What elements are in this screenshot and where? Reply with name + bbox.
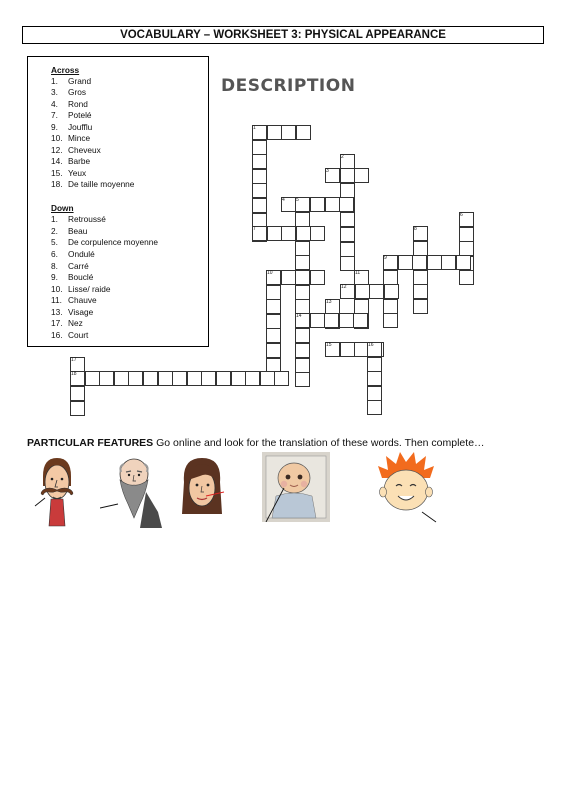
crossword-cell[interactable] — [340, 256, 355, 271]
crossword-cell[interactable] — [310, 226, 325, 241]
crossword-number: 10 — [267, 270, 273, 276]
crossword-cell[interactable] — [354, 168, 369, 183]
crossword-cell[interactable] — [295, 343, 310, 358]
crossword-number: 13 — [326, 299, 332, 305]
crossword-cell[interactable] — [384, 284, 399, 299]
crossword-cell[interactable] — [70, 386, 85, 401]
crossword-cell[interactable] — [353, 313, 368, 328]
crossword-cell[interactable] — [413, 241, 428, 256]
crossword-cell[interactable] — [367, 400, 382, 415]
clue-word: Barbe — [68, 156, 91, 166]
crossword-cell[interactable] — [266, 328, 281, 343]
crossword-cell[interactable] — [252, 140, 267, 155]
features-heading: PARTICULAR FEATURES — [27, 437, 154, 449]
crossword-cell[interactable] — [295, 212, 310, 227]
crossword-cell[interactable] — [296, 226, 311, 241]
clue-num: 10. — [51, 133, 63, 143]
crossword-cell[interactable] — [398, 255, 413, 270]
crossword-cell[interactable] — [367, 386, 382, 401]
crossword-cell[interactable] — [252, 154, 267, 169]
redhead-face-icon — [376, 452, 438, 524]
clue-num: 11. — [51, 295, 62, 305]
crossword-cell[interactable] — [114, 371, 129, 386]
clue-word: Court — [68, 330, 89, 340]
clue-down-item — [51, 330, 88, 341]
crossword-cell[interactable] — [252, 198, 267, 213]
clue-num: 2. — [51, 226, 58, 236]
crossword-cell[interactable] — [383, 313, 398, 328]
clue-down-item — [51, 261, 89, 272]
crossword-number: 18 — [71, 371, 77, 377]
crossword-cell[interactable] — [367, 371, 382, 386]
crossword-cell[interactable] — [252, 183, 267, 198]
crossword-cell[interactable] — [339, 313, 354, 328]
crossword-cell[interactable] — [216, 371, 231, 386]
clue-down-item — [51, 214, 106, 225]
crossword-cell[interactable] — [266, 314, 281, 329]
crossword-cell[interactable] — [340, 242, 355, 257]
crossword-cell[interactable] — [340, 227, 355, 242]
crossword-number: 8 — [414, 226, 417, 232]
clue-across-item — [51, 133, 90, 144]
clue-down-item — [51, 237, 158, 248]
crossword-cell[interactable] — [340, 168, 355, 183]
clues-panel — [27, 56, 209, 347]
crossword-cell[interactable] — [267, 125, 282, 140]
crossword-cell[interactable] — [413, 284, 428, 299]
crossword-number: 15 — [326, 342, 332, 348]
crossword-cell[interactable] — [413, 270, 428, 285]
clue-word: Retroussé — [68, 214, 106, 224]
crossword-number: 11 — [355, 270, 361, 276]
crossword-cell[interactable] — [260, 371, 275, 386]
clue-down-item — [51, 284, 110, 295]
clue-word: Lisse/ raide — [68, 284, 111, 294]
crossword-cell[interactable] — [172, 371, 187, 386]
crossword-cell[interactable] — [99, 371, 114, 386]
crossword-number: 14 — [296, 313, 302, 319]
clue-word: Grand — [68, 76, 92, 86]
clue-across-item — [51, 179, 134, 190]
clue-num: 7. — [51, 110, 58, 120]
crossword-cell[interactable] — [355, 284, 370, 299]
crossword-cell[interactable] — [252, 169, 267, 184]
clue-num: 9. — [51, 122, 58, 132]
clue-word: Carré — [68, 261, 89, 271]
crossword-cell[interactable] — [266, 343, 281, 358]
clue-across-item — [51, 110, 92, 121]
crossword-cell[interactable] — [325, 197, 340, 212]
crossword-number: 5 — [296, 197, 299, 203]
clue-num: 9. — [51, 272, 58, 282]
down-heading: Down — [51, 203, 74, 213]
crossword-cell[interactable] — [295, 285, 310, 300]
clue-num: 6. — [51, 249, 58, 259]
crossword-cell[interactable] — [85, 371, 100, 386]
crossword-cell[interactable] — [369, 284, 384, 299]
crossword-cell[interactable] — [295, 328, 310, 343]
clue-across-item — [51, 156, 90, 167]
crossword-cell[interactable] — [281, 226, 296, 241]
crossword-cell[interactable] — [412, 255, 427, 270]
crossword-cell[interactable] — [267, 226, 282, 241]
clue-num: 16. — [51, 330, 63, 340]
clue-word: Bouclé — [68, 272, 94, 282]
crossword-number: 4 — [282, 197, 285, 203]
across-heading: Across — [51, 65, 80, 75]
clue-word: Mince — [68, 133, 91, 143]
crossword-cell[interactable] — [281, 270, 296, 285]
crossword-cell[interactable] — [266, 299, 281, 314]
clue-across-item — [51, 145, 101, 156]
clue-down-item — [51, 318, 83, 329]
clue-word: Yeux — [68, 168, 87, 178]
clue-word: Visage — [68, 307, 94, 317]
crossword-cell[interactable] — [340, 183, 355, 198]
crossword-number: 7 — [253, 226, 256, 232]
moustache-face-icon — [27, 452, 87, 528]
clue-word: Cheveux — [68, 145, 101, 155]
clue-num: 10. — [51, 284, 63, 294]
crossword-cell[interactable] — [427, 255, 442, 270]
crossword-number: 12 — [341, 284, 347, 290]
crossword-cell[interactable] — [295, 358, 310, 373]
crossword-cell[interactable] — [441, 255, 456, 270]
crossword-number: 16 — [368, 342, 374, 348]
clue-word: De taille moyenne — [68, 179, 135, 189]
clue-word: De corpulence moyenne — [68, 237, 158, 247]
clue-num: 17. — [51, 318, 63, 328]
crossword-cell[interactable] — [340, 212, 355, 227]
crossword-cell[interactable] — [413, 299, 428, 314]
crossword-number: 9 — [384, 255, 387, 261]
crossword-cell[interactable] — [231, 371, 246, 386]
crossword-cell[interactable] — [201, 371, 216, 386]
clue-down-item — [51, 249, 95, 260]
clue-word: Beau — [68, 226, 88, 236]
clue-num: 1. — [51, 76, 58, 86]
clue-across-item — [51, 99, 88, 110]
worksheet-title: VOCABULARY – WORKSHEET 3: PHYSICAL APPEARANCE — [22, 26, 544, 44]
crossword-cell[interactable] — [70, 401, 85, 416]
crossword-cell[interactable] — [367, 357, 382, 372]
clue-word: Ondulé — [68, 249, 95, 259]
clue-across-item — [51, 87, 86, 98]
clue-word: Potelé — [68, 110, 92, 120]
clue-num: 1. — [51, 214, 58, 224]
crossword-cell[interactable] — [310, 270, 325, 285]
crossword-cell[interactable] — [128, 371, 143, 386]
clue-num: 13. — [51, 307, 63, 317]
crossword-number: 6 — [460, 212, 463, 218]
crossword-cell[interactable] — [456, 255, 471, 270]
crossword-cell[interactable] — [383, 299, 398, 314]
crossword-cell[interactable] — [295, 255, 310, 270]
crossword-cell[interactable] — [295, 299, 310, 314]
crossword-cell[interactable] — [459, 270, 474, 285]
crossword-cell[interactable] — [158, 371, 173, 386]
clue-num: 12. — [51, 145, 63, 155]
crossword-cell[interactable] — [296, 125, 311, 140]
clue-word: Joufflu — [68, 122, 93, 132]
clue-word: Nez — [68, 318, 83, 328]
description-heading: DESCRIPTION — [221, 76, 356, 96]
crossword-cell[interactable] — [266, 285, 281, 300]
crossword-cell[interactable] — [339, 197, 354, 212]
crossword-cell[interactable] — [459, 227, 474, 242]
clue-across-item — [51, 76, 91, 87]
baby-face-icon — [262, 452, 330, 522]
clue-down-item — [51, 226, 87, 237]
crossword-number: 17 — [71, 357, 77, 363]
crossword-number: 2 — [341, 154, 344, 160]
crossword-cell[interactable] — [295, 270, 310, 285]
clue-num: 15. — [51, 168, 63, 178]
clue-word: Gros — [68, 87, 86, 97]
crossword-cell[interactable] — [245, 371, 260, 386]
features-instruction: Go online and look for the translation of these words. Then complete… — [153, 437, 485, 449]
crossword-cell[interactable] — [281, 125, 296, 140]
clue-num: 4. — [51, 99, 58, 109]
crossword-number: 1 — [253, 125, 256, 131]
crossword-cell[interactable] — [143, 371, 158, 386]
clue-word: Chauve — [68, 295, 97, 305]
crossword-cell[interactable] — [324, 313, 339, 328]
clue-down-item — [51, 272, 93, 283]
crossword-cell[interactable] — [310, 197, 325, 212]
clue-across-item — [51, 168, 86, 179]
clue-num: 3. — [51, 87, 58, 97]
clue-num: 18. — [51, 179, 63, 189]
crossword-cell[interactable] — [274, 371, 289, 386]
clue-down-item — [51, 295, 97, 306]
bearded-face-icon — [100, 452, 164, 528]
clue-num: 5. — [51, 237, 58, 247]
clue-word: Rond — [68, 99, 88, 109]
crossword-number: 3 — [326, 168, 329, 174]
clue-down-item — [51, 307, 93, 318]
clue-across-item — [51, 122, 92, 133]
crossword-cell[interactable] — [310, 313, 325, 328]
clue-num: 14. — [51, 156, 63, 166]
crossword-cell[interactable] — [340, 342, 355, 357]
features-line — [27, 437, 485, 449]
crossword-cell[interactable] — [295, 241, 310, 256]
crossword-cell[interactable] — [354, 299, 369, 314]
clue-num: 8. — [51, 261, 58, 271]
crossword-cell[interactable] — [459, 241, 474, 256]
crossword-cell[interactable] — [295, 372, 310, 387]
woman-face-icon — [178, 452, 226, 528]
crossword-cell[interactable] — [383, 270, 398, 285]
crossword-cell[interactable] — [187, 371, 202, 386]
